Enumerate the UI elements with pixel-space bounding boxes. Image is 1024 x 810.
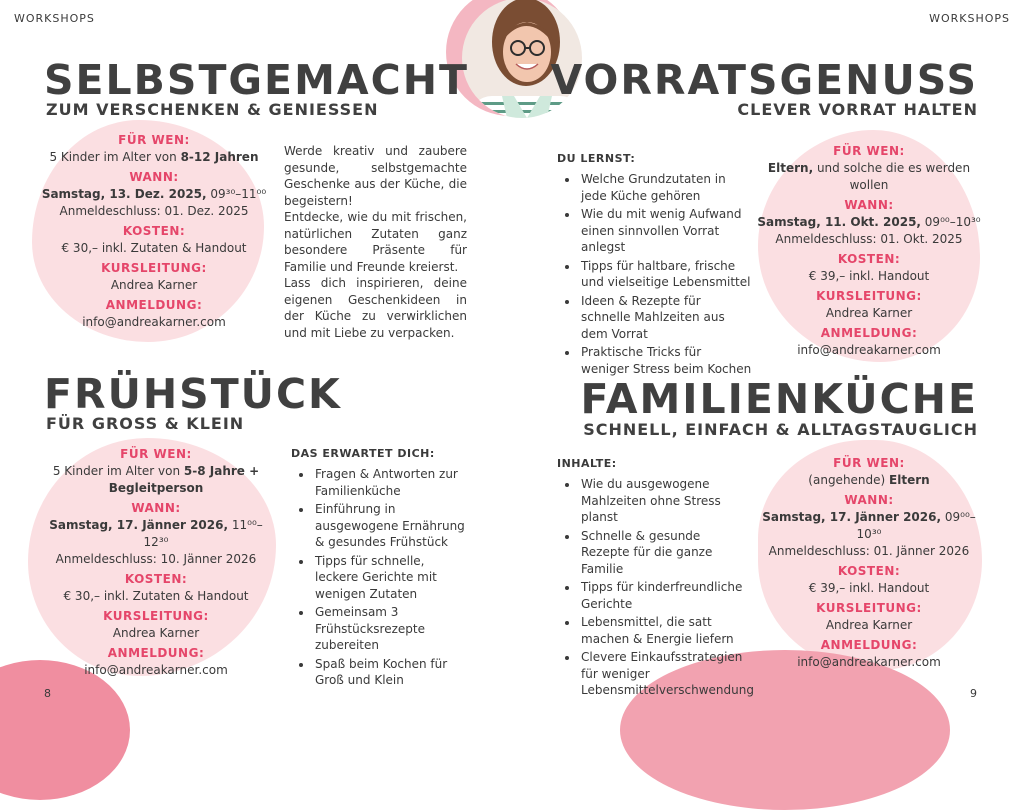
w3-deadline: Anmeldeschluss: 10. Jänner 2026 — [55, 552, 257, 566]
w2-leitung-label: KURSLEITUNG: — [816, 289, 922, 303]
w2-wann-date: Samstag, 11. Okt. 2025, — [757, 215, 921, 229]
w1-anmeldung-label: ANMELDUNG: — [105, 298, 203, 312]
w2-wann — [756, 214, 982, 231]
w1-text-1: Werde kreativ und zaubere gesunde, selbstgemachte Geschenke aus der Küche, die begeistern! — [284, 144, 467, 208]
w1-fuer — [38, 149, 270, 166]
w1-text-2: Entdecke, wie du mit frischen, natürlichen Zutaten ganz besondere Präsente für Familie und Freunde kreierst. — [284, 210, 467, 274]
w4-info — [756, 455, 982, 671]
w2-fuer-bold: Eltern, — [767, 161, 814, 175]
w1-kosten-label: KOSTEN: — [122, 224, 186, 238]
w1-wann-date: Samstag, 13. Dez. 2025, — [41, 187, 207, 201]
w4-title: FAMILIENKÜCHE — [580, 375, 978, 423]
w4-leitung: Andrea Karner — [825, 618, 913, 632]
w4-item-5: • Clevere Einkaufsstrategien für weniger Lebensmittelverschwendung — [579, 649, 745, 699]
corner-blob-left — [0, 660, 130, 800]
w3-kosten: € 30,– inkl. Zutaten & Handout — [63, 589, 249, 603]
w1-fuer-bold: 8-12 Jahren — [180, 150, 259, 164]
w2-kosten: € 39,– inkl. Handout — [808, 269, 930, 283]
w3-list — [291, 447, 471, 691]
w3-item-5: • Spaß beim Kochen für Groß und Klein — [313, 656, 471, 689]
header-left: WORKSHOPS — [14, 12, 95, 25]
w2-wann-label: WANN: — [844, 198, 894, 212]
w3-wann-time: 11⁰⁰–12³⁰ — [143, 518, 263, 549]
w4-fuer-label: FÜR WEN: — [833, 456, 905, 470]
w1-wann-time: 09³⁰–11⁰⁰ — [206, 187, 267, 201]
w2-fuer-rest: und solche die es werden wollen — [813, 161, 971, 192]
w1-wann — [38, 186, 270, 203]
w2-fuer — [756, 160, 982, 194]
w4-kosten-label: KOSTEN: — [837, 564, 901, 578]
w4-anmeldung[interactable]: info@andreakarner.com — [797, 655, 941, 669]
w2-item-5: • Praktische Tricks für weniger Stress beim Kochen — [579, 344, 752, 377]
w2-wann-time: 09⁰⁰–10³⁰ — [920, 215, 981, 229]
w4-item-3: • Tipps für kinderfreundliche Gerichte — [579, 579, 745, 612]
w4-leitung-label: KURSLEITUNG: — [816, 601, 922, 615]
w1-description — [284, 143, 467, 341]
w3-leitung: Andrea Karner — [112, 626, 200, 640]
w4-wann-time: 09⁰⁰–10³⁰ — [856, 510, 976, 541]
w4-fuer — [756, 472, 982, 489]
w2-kosten-label: KOSTEN: — [837, 252, 901, 266]
w3-list-head: DAS ERWARTET DICH: — [291, 447, 435, 460]
page-number-right: 9 — [970, 687, 977, 700]
w1-anmeldung[interactable]: info@andreakarner.com — [82, 315, 226, 329]
w4-wann — [756, 509, 982, 543]
w4-list-head: INHALTE: — [557, 457, 617, 470]
w1-wann-label: WANN: — [129, 170, 179, 184]
w3-wann-label: WANN: — [131, 501, 181, 515]
w4-item-2: • Schnelle & gesunde Rezepte für die ganze Familie — [579, 528, 745, 578]
w1-kosten: € 30,– inkl. Zutaten & Handout — [61, 241, 247, 255]
w2-item-1: • Welche Grundzutaten in jede Küche gehören — [579, 171, 752, 204]
w4-wann-date: Samstag, 17. Jänner 2026, — [762, 510, 942, 524]
w2-list-head: DU LERNST: — [557, 152, 636, 165]
w2-subtitle: CLEVER VORRAT HALTEN — [737, 100, 978, 119]
w2-info — [756, 143, 982, 359]
w3-item-2: • Einführung in ausgewogene Ernährung & gesundes Frühstück — [313, 501, 471, 551]
w3-wann-date: Samstag, 17. Jänner 2026, — [49, 518, 229, 532]
w3-fuer-label: FÜR WEN: — [120, 447, 192, 461]
w3-kosten-label: KOSTEN: — [124, 572, 188, 586]
w3-info — [40, 446, 272, 679]
w4-anmeldung-label: ANMELDUNG: — [820, 638, 918, 652]
w1-text-3: Lass dich inspirieren, deine eigenen Geschenkideen in der Küche zu verwirklichen und mit Liebe zu verpacken. — [284, 276, 467, 340]
page-number-left: 8 — [44, 687, 51, 700]
w3-item-1: • Fragen & Antworten zur Familienküche — [313, 466, 471, 499]
w4-item-4: • Lebensmittel, die satt machen & Energie liefern — [579, 614, 745, 647]
w2-anmeldung-label: ANMELDUNG: — [820, 326, 918, 340]
w1-fuer-pre: 5 Kinder im Alter von — [49, 150, 181, 164]
w1-fuer-label: FÜR WEN: — [118, 133, 190, 147]
w1-subtitle: ZUM VERSCHENKEN & GENIESSEN — [46, 100, 379, 119]
w2-item-3: • Tipps für haltbare, frische und vielseitige Lebensmittel — [579, 258, 752, 291]
w1-title: SELBSTGEMACHT — [44, 56, 469, 104]
w4-wann-label: WANN: — [844, 493, 894, 507]
w3-fuer — [40, 463, 272, 497]
w3-title: FRÜHSTÜCK — [44, 370, 342, 418]
w4-fuer-bold: Eltern — [889, 473, 930, 487]
w4-subtitle: SCHNELL, EINFACH & ALLTAGSTAUGLICH — [583, 420, 978, 439]
w3-item-3: • Tipps für schnelle, leckere Gerichte mit wenigen Zutaten — [313, 553, 471, 603]
header-right: WORKSHOPS — [929, 12, 1010, 25]
w3-wann — [40, 517, 272, 551]
w4-kosten: € 39,– inkl. Handout — [808, 581, 930, 595]
w4-deadline: Anmeldeschluss: 01. Jänner 2026 — [768, 544, 970, 558]
w2-leitung: Andrea Karner — [825, 306, 913, 320]
w2-title: VORRATSGENUSS — [550, 56, 978, 104]
w4-list — [557, 457, 754, 701]
w4-item-1: • Wie du ausgewogene Mahlzeiten ohne Stress planst — [579, 476, 745, 526]
w3-fuer-pre: 5 Kinder im Alter von — [52, 464, 184, 478]
w2-list — [557, 152, 752, 379]
w3-leitung-label: KURSLEITUNG: — [103, 609, 209, 623]
w3-subtitle: FÜR GROSS & KLEIN — [46, 414, 245, 433]
w2-item-2: • Wie du mit wenig Aufwand einen sinnvollen Vorrat anlegst — [579, 206, 752, 256]
w3-anmeldung[interactable]: info@andreakarner.com — [84, 663, 228, 677]
w1-leitung-label: KURSLEITUNG: — [101, 261, 207, 275]
w2-item-4: • Ideen & Rezepte für schnelle Mahlzeiten aus dem Vorrat — [579, 293, 752, 343]
w3-item-4: • Gemeinsam 3 Frühstücksrezepte zubereiten — [313, 604, 471, 654]
w4-fuer-pre: (angehende) — [808, 473, 890, 487]
w2-anmeldung[interactable]: info@andreakarner.com — [797, 343, 941, 357]
w1-deadline: Anmeldeschluss: 01. Dez. 2025 — [59, 204, 249, 218]
w2-deadline: Anmeldeschluss: 01. Okt. 2025 — [775, 232, 963, 246]
w2-fuer-label: FÜR WEN: — [833, 144, 905, 158]
w1-info — [38, 132, 270, 331]
w3-anmeldung-label: ANMELDUNG: — [107, 646, 205, 660]
w3-fuer-bold: 5-8 Jahre + Begleitperson — [108, 464, 260, 495]
w1-leitung: Andrea Karner — [110, 278, 198, 292]
